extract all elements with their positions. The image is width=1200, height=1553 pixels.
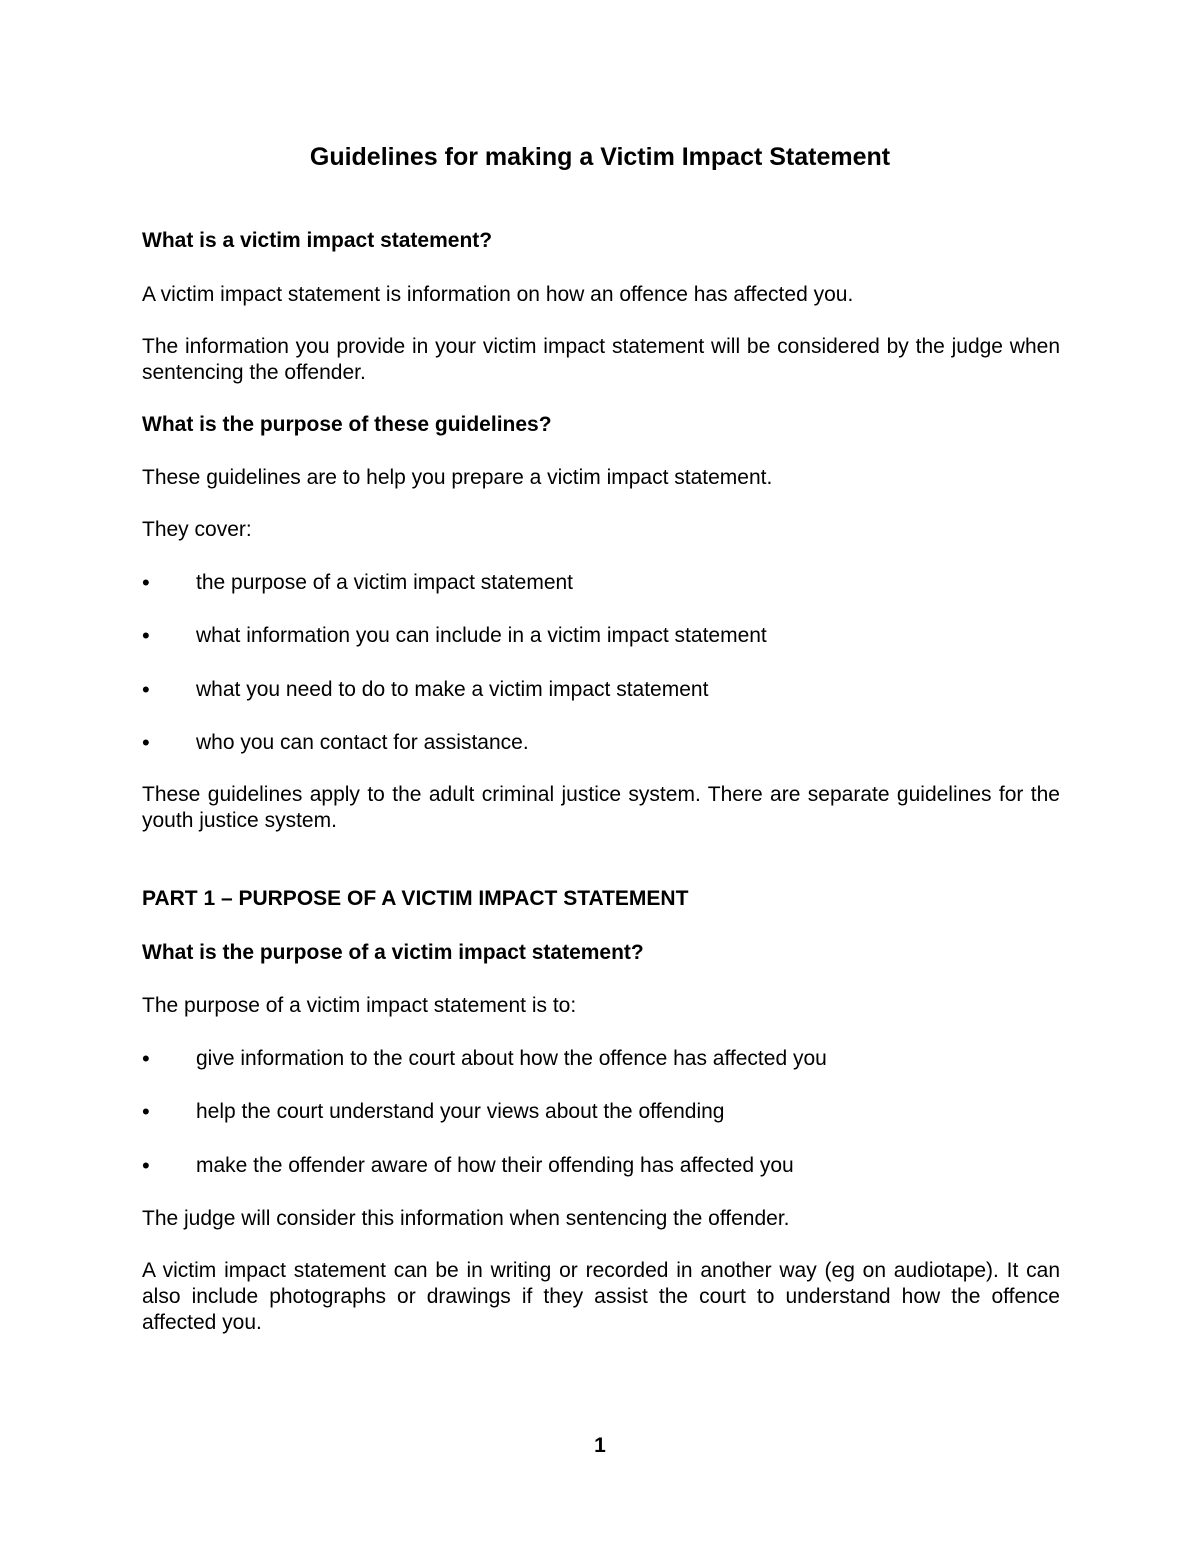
- document-title: Guidelines for making a Victim Impact Statement: [309, 143, 891, 171]
- paragraph-purpose-intro: The purpose of a victim impact statement is to:: [142, 994, 577, 1017]
- list-item-text: help the court understand your views about the offending: [196, 1100, 725, 1123]
- paragraph-judge-consideration: The information you provide in your victim impact statement will be considered by the judge when sentencing the offender.: [142, 335, 1060, 384]
- paragraph-judge-will-consider: The judge will consider this information when sentencing the offender.: [142, 1207, 790, 1230]
- bullet-icon: •: [142, 1153, 150, 1178]
- bullet-icon: •: [142, 1099, 150, 1124]
- list-item-text: the purpose of a victim impact statement: [196, 571, 574, 594]
- paragraph-they-cover: They cover:: [142, 518, 252, 541]
- page-number: 1: [594, 1434, 606, 1457]
- bullet-icon: •: [142, 570, 150, 595]
- paragraph-vis-definition: A victim impact statement is information on how an offence has affected you.: [142, 283, 854, 306]
- section-heading-purpose-of-vis: What is the purpose of a victim impact statement?: [142, 941, 644, 964]
- section-heading-what-is-vis: What is a victim impact statement?: [142, 229, 493, 252]
- paragraph-guidelines-help: These guidelines are to help you prepare a victim impact statement.: [142, 466, 773, 489]
- part-heading-purpose: PART 1 – PURPOSE OF A VICTIM IMPACT STATEMENT: [142, 887, 689, 910]
- list-item-text: make the offender aware of how their offending has affected you: [196, 1154, 794, 1177]
- list-item-text: give information to the court about how the offence has affected you: [196, 1047, 827, 1070]
- list-item-text: what you need to do to make a victim impact statement: [196, 678, 709, 701]
- section-heading-purpose-of-guidelines: What is the purpose of these guidelines?: [142, 413, 552, 436]
- list-item-text: who you can contact for assistance.: [196, 731, 529, 754]
- bullet-icon: •: [142, 1046, 150, 1071]
- paragraph-recording-formats: A victim impact statement can be in writing or recorded in another way (eg on audiotape). It can also include photographs or drawings if they assist the court to understand how the offence affected you.: [142, 1259, 1060, 1334]
- paragraph-adult-justice: These guidelines apply to the adult criminal justice system. There are separate guidelines for the youth justice system.: [142, 783, 1060, 832]
- list-item-text: what information you can include in a victim impact statement: [196, 624, 767, 647]
- bullet-icon: •: [142, 677, 150, 702]
- bullet-icon: •: [142, 623, 150, 648]
- bullet-icon: •: [142, 730, 150, 755]
